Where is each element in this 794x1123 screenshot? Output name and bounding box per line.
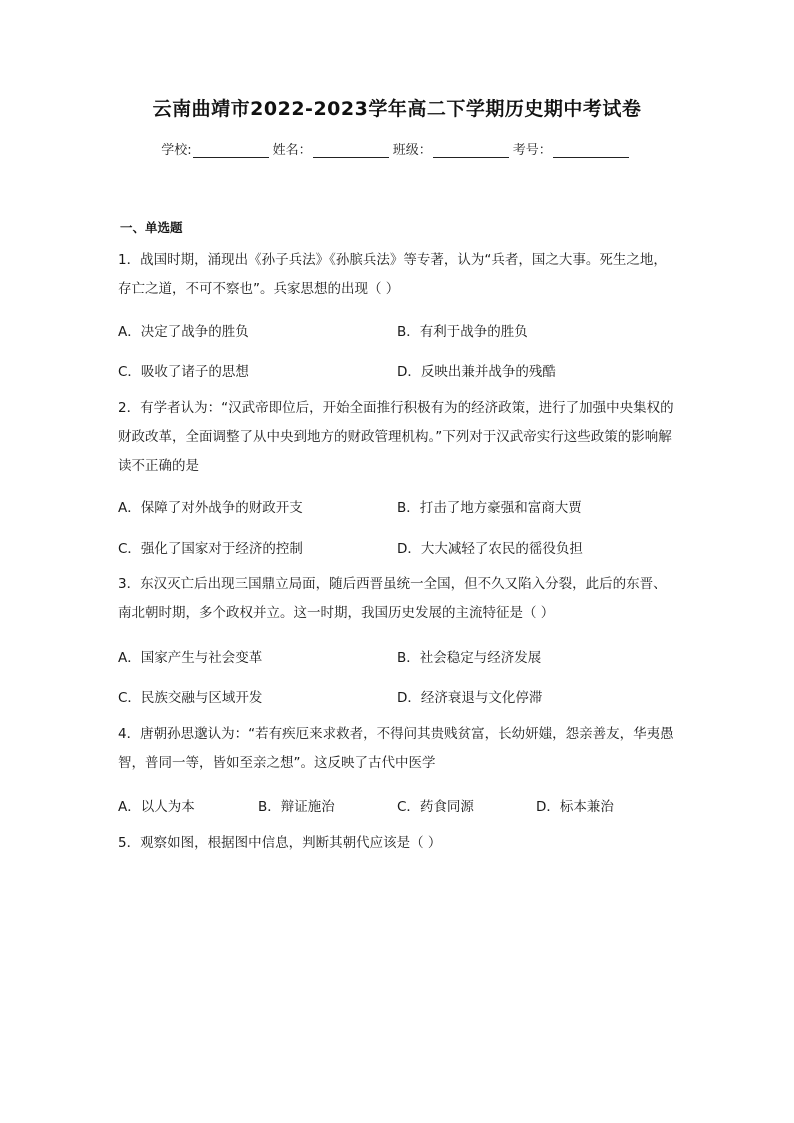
student-info-line — [0, 139, 794, 158]
name-blank[interactable] — [313, 143, 389, 158]
question-3-stem: 3．东汉灭亡后出现三国鼎立局面，随后西晋虽统一全国，但不久又陷入分裂，此后的东晋、南北朝时期，多个政权并立。这一时期，我国历史发展的主流特征是（ ） — [118, 576, 667, 621]
section-title: 一、单选题 — [120, 220, 183, 235]
page-title: 云南曲靖市2022-2023学年高二下学期历史期中考试卷 — [152, 98, 642, 120]
question-3-option-a[interactable]: A．国家产生与社会变革 — [118, 650, 263, 666]
school-label: 学校: — [161, 143, 192, 158]
question-4-stem: 4．唐朝孙思邈认为：“若有疾厄来求救者，不得问其贵贱贫富，长幼妍媸，怨亲善友，华夷愚智，普同一等，皆如至亲之想”。这反映了古代中医学 — [118, 726, 674, 771]
question-4-option-c[interactable]: C．药食同源 — [397, 799, 474, 815]
school-field — [161, 139, 272, 158]
question-2-stem: 2．有学者认为：“汉武帝即位后，开始全面推行积极有为的经济政策，进行了加强中央集权的财政改革，全面调整了从中央到地方的财政管理机构。”下列对于汉武帝实行这些政策的影响解读不正确的是 — [118, 400, 674, 474]
school-blank[interactable] — [193, 143, 269, 158]
class-label: 班级： — [392, 143, 432, 158]
question-4-option-b[interactable]: B．辩证施治 — [258, 799, 335, 815]
question-4-option-a[interactable]: A．以人为本 — [118, 799, 195, 815]
exam-no-blank[interactable] — [553, 143, 629, 158]
question-2-option-c[interactable]: C．强化了国家对于经济的控制 — [118, 541, 303, 557]
question-4-option-d[interactable]: D．标本兼治 — [536, 799, 614, 815]
class-field — [393, 139, 513, 158]
exam-no-label: 考号： — [512, 143, 552, 158]
question-3-option-b[interactable]: B．社会稳定与经济发展 — [397, 650, 542, 666]
question-3-option-c[interactable]: C．民族交融与区域开发 — [118, 690, 263, 706]
question-1-stem: 1．战国时期，涌现出《孙子兵法》《孙膑兵法》等专著，认为“兵者，国之大事。死生之地，存亡之道，不可不察也”。兵家思想的出现（ ） — [118, 252, 667, 297]
question-2-option-d[interactable]: D．大大减轻了农民的徭役负担 — [397, 541, 583, 557]
exam-no-field — [513, 139, 633, 158]
name-label: 姓名： — [272, 143, 312, 158]
question-2-option-b[interactable]: B．打击了地方豪强和富商大贾 — [397, 500, 582, 516]
question-1-option-a[interactable]: A．决定了战争的胜负 — [118, 324, 249, 340]
question-3-option-d[interactable]: D．经济衰退与文化停滞 — [397, 690, 543, 706]
question-1-option-d[interactable]: D．反映出兼并战争的残酷 — [397, 364, 556, 380]
question-5-stem: 5．观察如图，根据图中信息，判断其朝代应该是（ ） — [118, 835, 442, 851]
class-blank[interactable] — [433, 143, 509, 158]
name-field — [273, 139, 393, 158]
question-2-option-a[interactable]: A．保障了对外战争的财政开支 — [118, 500, 303, 516]
question-1-option-c[interactable]: C．吸收了诸子的思想 — [118, 364, 249, 380]
question-1-option-b[interactable]: B．有利于战争的胜负 — [397, 324, 528, 340]
